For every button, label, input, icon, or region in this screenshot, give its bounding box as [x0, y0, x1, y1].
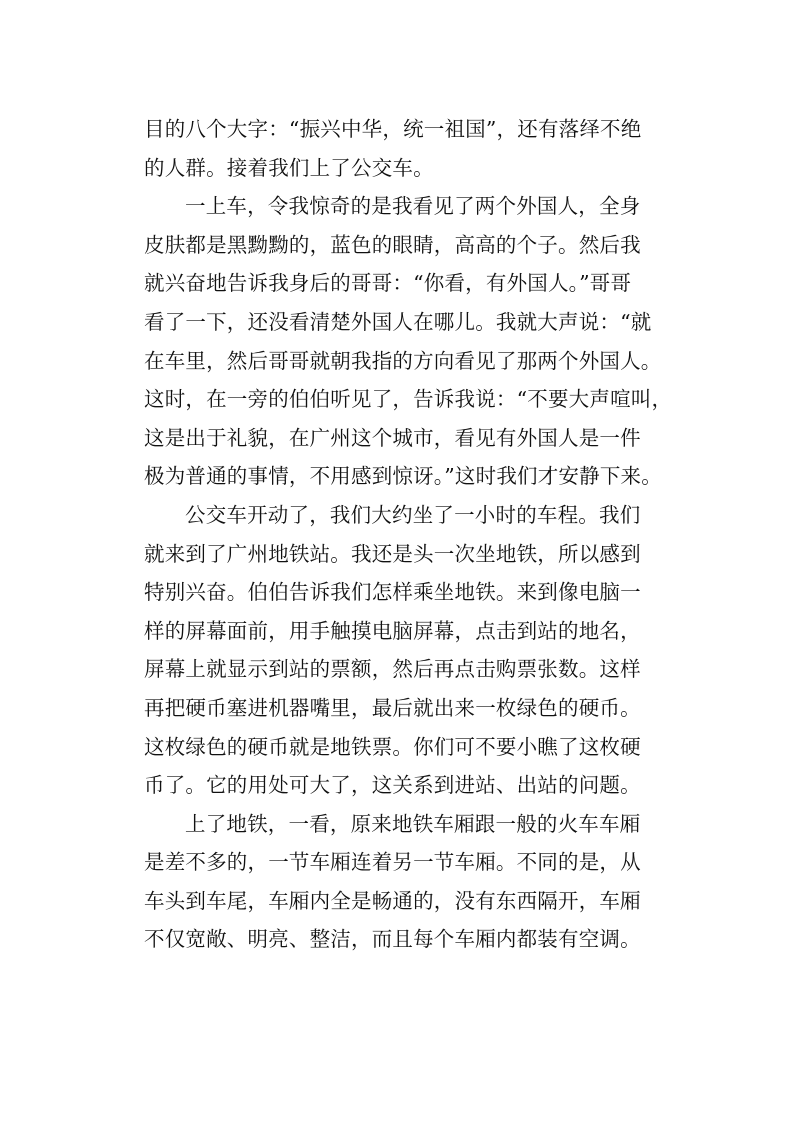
text-line: 皮肤都是黑黝黝的，蓝色的眼睛，高高的个子。然后我: [144, 232, 641, 257]
text-line: 样的屏幕面前，用手触摸电脑屏幕，点击到站的地名，: [144, 618, 641, 643]
paragraph-start-line: 一上车，令我惊奇的是我看见了两个外国人，全身: [185, 194, 641, 219]
text-line: 看了一下，还没看清楚外国人在哪儿。我就大声说：“就: [144, 309, 652, 334]
text-line: 屏幕上就显示到站的票额，然后再点击购票张数。这样: [144, 657, 641, 682]
paragraph-start-line: 公交车开动了，我们大约坐了一小时的车程。我们: [185, 502, 641, 527]
text-line: 就来到了广州地铁站。我还是头一次坐地铁，所以感到: [144, 541, 641, 566]
paragraph-start-line: 上了地铁，一看，原来地铁车厢跟一般的火车车厢: [185, 811, 641, 836]
text-line: 币了。它的用处可大了，这关系到进站、出站的问题。: [144, 773, 641, 798]
text-line: 这枚绿色的硬币就是地铁票。你们可不要小瞧了这枚硬: [144, 734, 641, 759]
text-line: 这是出于礼貌，在广州这个城市，看见有外国人是一件: [144, 425, 641, 450]
text-line: 这时，在一旁的伯伯听见了，告诉我说：“不要大声喧叫，: [144, 387, 673, 412]
text-line: 再把硬币塞进机器嘴里，最后就出来一枚绿色的硬币。: [144, 695, 641, 720]
text-line: 的人群。接着我们上了公交车。: [144, 155, 434, 180]
text-line: 就兴奋地告诉我身后的哥哥：“你看，有外国人。”哥哥: [144, 271, 632, 296]
text-line: 特别兴奋。伯伯告诉我们怎样乘坐地铁。来到像电脑一: [144, 580, 641, 605]
text-line: 目的八个大字：“振兴中华，统一祖国”，还有落绎不绝: [144, 117, 642, 141]
text-line: 车头到车尾，车厢内全是畅通的，没有东西隔开，车厢: [144, 888, 641, 913]
text-line: 在车里，然后哥哥就朝我指的方向看见了那两个外国人。: [144, 348, 662, 373]
document-body: [144, 110, 673, 959]
text-line: 极为普通的事情，不用感到惊讶。”这时我们才安静下来。: [144, 464, 662, 489]
text-line: 是差不多的，一节车厢连着另一节车厢。不同的是，从: [144, 850, 641, 875]
text-line: 不仅宽敞、明亮、整洁，而且每个车厢内都装有空调。: [144, 927, 641, 952]
